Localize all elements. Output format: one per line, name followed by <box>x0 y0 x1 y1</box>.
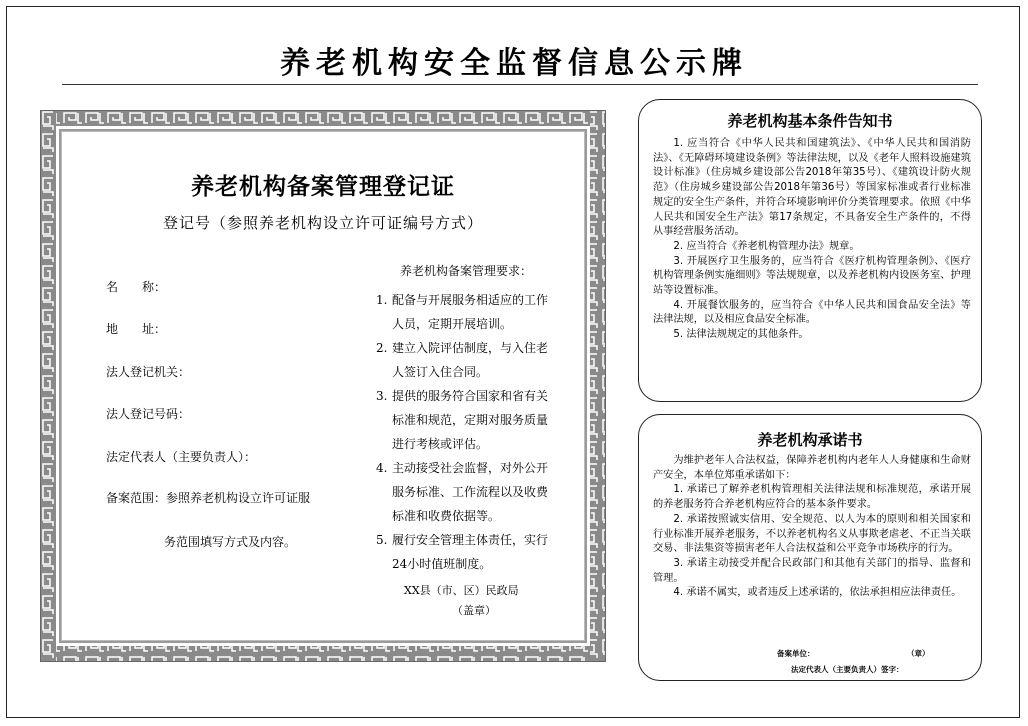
promise-title: 养老机构承诺书 <box>757 431 863 449</box>
field-registration-authority: 法人登记机关： <box>106 365 191 379</box>
filing-scope-line1: 备案范围：参照养老机构设立许可证服 <box>106 491 311 505</box>
sign-representative-label: 法定代表人（主要负责人）签字： <box>791 665 904 674</box>
page-title: 养老机构安全监督信息公示牌 <box>280 46 748 81</box>
seal-label: （盖章） <box>452 604 496 617</box>
commitment-letter <box>638 414 982 681</box>
notice-paragraph: 2. 应当符合《养老机构管理办法》规章。 <box>673 240 860 252</box>
field-legal-representative: 法定代表人（主要负责人）： <box>106 450 257 464</box>
promise-paragraph: 3. 承诺主动接受并配合民政部门和其他有关部门的指导、监督和管理。 <box>653 557 971 584</box>
certificate-title: 养老机构备案管理登记证 <box>191 174 455 200</box>
registration-number-label: 登记号（参照养老机构设立许可证编号方式） <box>162 214 483 232</box>
promise-paragraph: 为维护老年人合法权益，保障养老机构内老年人人身健康和生命财产安全，本单位郑重承诺如下： <box>653 455 971 481</box>
notice-paragraph: 4. 开展餐饮服务的，应当符合《中华人民共和国食品安全法》等法律法规，以及相应食品安全标准。 <box>653 299 971 326</box>
requirement-item: 1. 配备与开展服务相适应的工作人员，定期开展培训。 <box>376 293 549 331</box>
requirements-list <box>376 288 556 576</box>
notice-title: 养老机构基本条件告知书 <box>727 112 893 130</box>
promise-paragraph: 1. 承诺已了解养老机构管理相关法律法规和标准规范，承诺开展的养老服务符合养老机构应符合的基本条件要求。 <box>653 484 971 511</box>
filing-scope-line2: 务范围填写方式及内容。 <box>164 535 297 549</box>
sign-seal-label: （章） <box>907 649 930 658</box>
promise-paragraph: 4. 承诺不属实，或者违反上述承诺的，依法承担相应法律责任。 <box>673 587 962 599</box>
field-registration-number: 法人登记号码： <box>106 407 191 421</box>
field-address: 地 址： <box>106 322 167 336</box>
basic-conditions-notice <box>638 99 982 402</box>
notice-paragraph: 5. 法律法规规定的其他条件。 <box>673 329 809 341</box>
field-name: 名 称： <box>106 280 167 294</box>
sign-unit-label: 备案单位： <box>777 649 815 658</box>
notice-body <box>653 137 971 343</box>
promise-paragraph: 2. 承诺按照诚实信用、安全规范、以人为本的原则和相关国家和行业标准开展养老服务，不以养老机构名义从事欺老虐老、不正当关联交易、非法集资等损害老年人合法权益和公平竞争市场秩序的行为。 <box>653 513 971 555</box>
requirement-item: 4. 主动接受社会监督，对外公开服务标准、工作流程以及收费标准和收费依据等。 <box>376 461 549 523</box>
requirements-title: 养老机构备案管理要求： <box>400 264 533 278</box>
issuing-authority: XX县（市、区）民政局 <box>404 584 519 597</box>
notice-paragraph: 1. 应当符合《中华人民共和国建筑法》、《中华人民共和国消防法》、《无障碍环境建设条例》等法律法规，以及《老年人照料设施建筑设计标准》（住房城乡建设部公告2018年第35号）、《建筑设计防火规范》（住房城乡建设部公告2018年第36号）等国家标准或者行业标准规定的安全生产条件，并符合环境影响评价分类管理要求。依照《中华人民共和国安全生产法》第17条规定，不具备安全生产条件的，不得从事经营服务活动。 <box>653 138 971 238</box>
title-divider <box>62 84 978 85</box>
requirement-item: 5. 履行安全管理主体责任，实行24小时值班制度。 <box>376 533 549 571</box>
promise-body <box>653 454 971 601</box>
requirement-item: 3. 提供的服务符合国家和省有关标准和规范，定期对服务质量进行考核或评估。 <box>376 389 549 451</box>
requirement-item: 2. 建立入院评估制度，与入住老人签订入住合同。 <box>376 341 549 379</box>
notice-paragraph: 3. 开展医疗卫生服务的，应当符合《医疗机构管理条例》、《医疗机构管理条例实施细则》等法规规章，以及养老机构内设医务室、护理站等设置标准。 <box>653 255 971 297</box>
